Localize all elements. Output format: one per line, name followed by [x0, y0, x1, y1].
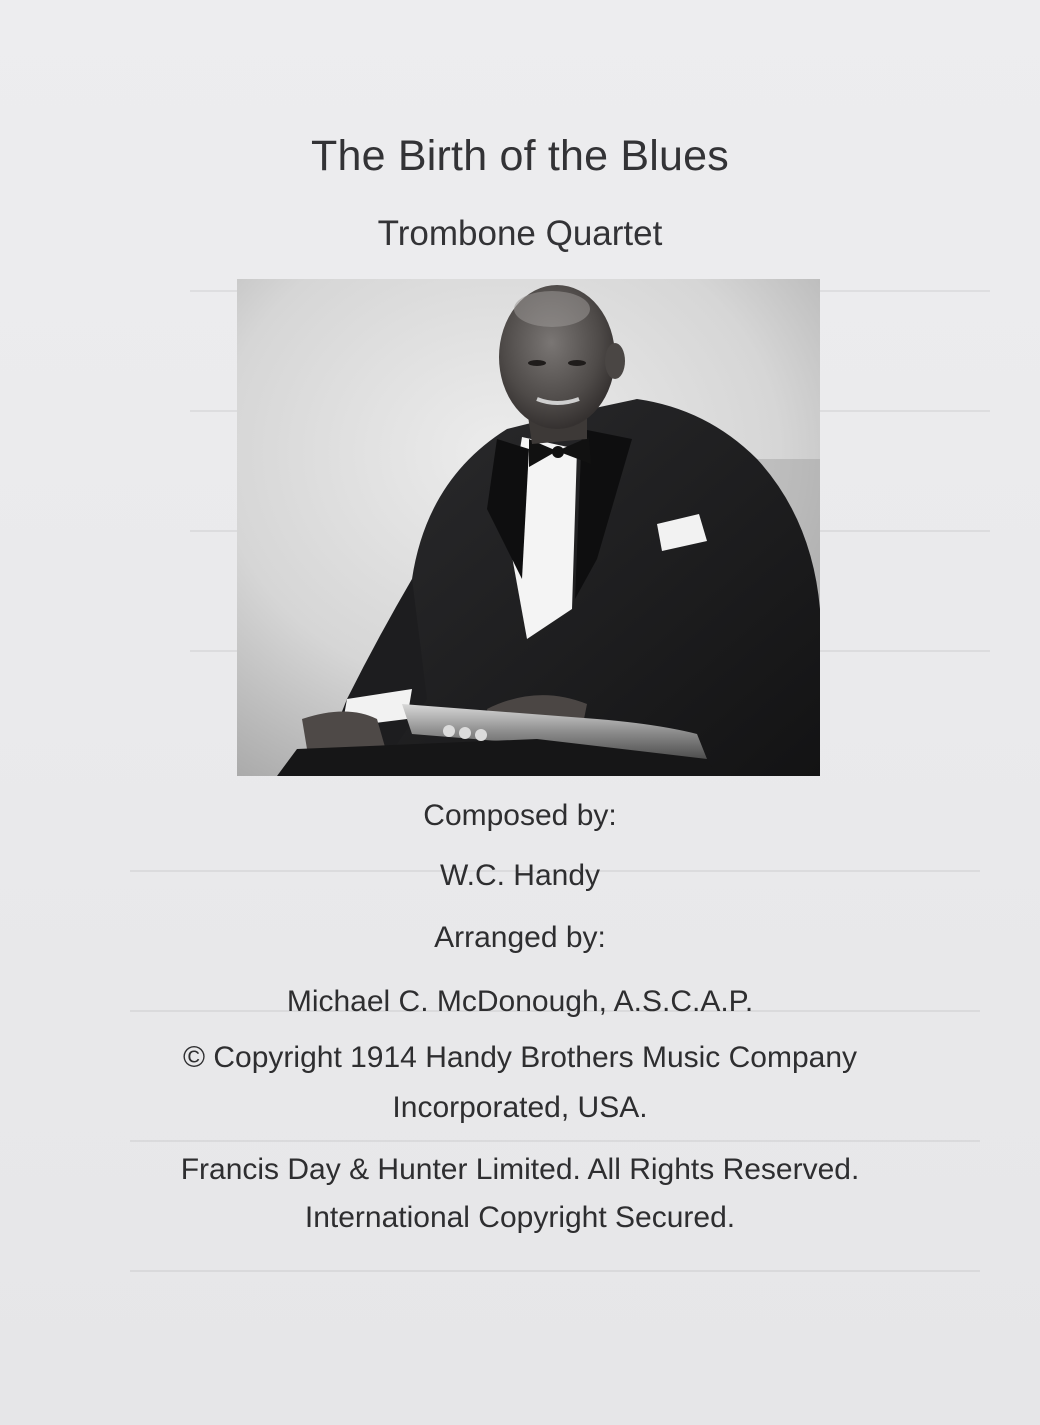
show-through-staff: [130, 1140, 980, 1142]
copyright-line-2: Incorporated, USA.: [392, 1091, 648, 1124]
rights-line-1: Francis Day & Hunter Limited. All Rights Reserved.: [180, 1153, 860, 1186]
composed-by-label: Composed by:: [423, 799, 617, 832]
copyright-line-1: © Copyright 1914 Handy Brothers Music Company: [182, 1041, 858, 1074]
rights-line-2: International Copyright Secured.: [304, 1201, 736, 1234]
show-through-staff: [130, 1270, 980, 1272]
portrait-image: [237, 279, 820, 776]
score-subtitle: Trombone Quartet: [377, 214, 663, 253]
composer-portrait-photo: [237, 279, 820, 776]
score-title: The Birth of the Blues: [311, 132, 729, 180]
composer-name: W.C. Handy: [439, 859, 601, 892]
arranger-name: Michael C. McDonough, A.S.C.A.P.: [286, 985, 754, 1018]
arranged-by-label: Arranged by:: [434, 921, 606, 954]
